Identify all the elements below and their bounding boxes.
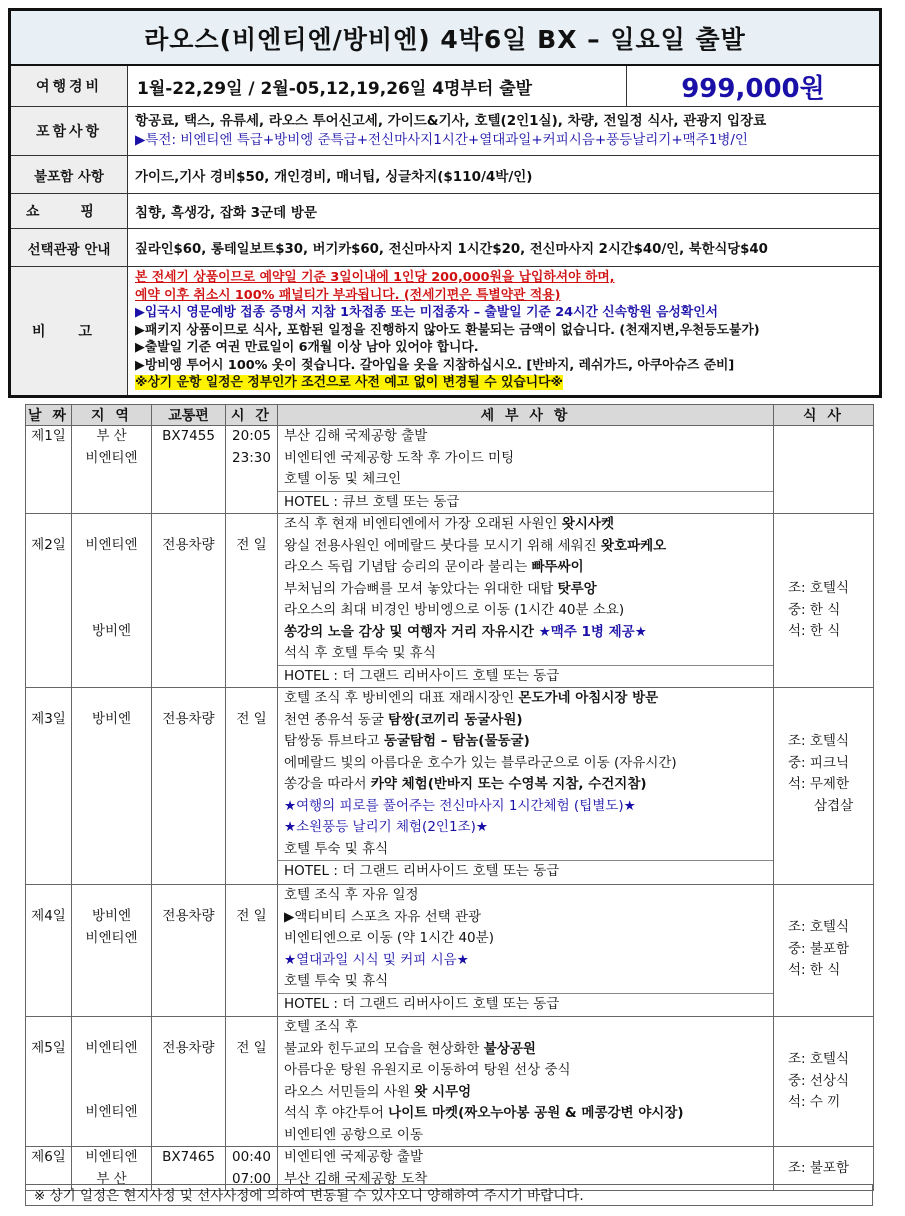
header-date: 날 짜 <box>26 405 72 426</box>
detail-line: 부산 김해 국제공항 출발 <box>284 428 428 444</box>
detail-line: 부산 김해 국제공항 도착 <box>284 1170 428 1187</box>
time: 전 일 <box>236 711 267 727</box>
options-row <box>11 229 879 267</box>
hotel-info: HOTEL : 더 그랜드 리버사이드 호텔 또는 동급 <box>284 863 560 879</box>
fee-label: 여행경비 <box>11 66 128 106</box>
fee-row <box>11 66 879 107</box>
sight-name: 탐쌍(코끼리 동굴사원) <box>388 711 523 728</box>
remark-clothing: ▶방비엥 투어시 100% 옷이 젖습니다. 갈아입을 옷을 지참하십시오. [반바지, 레쉬가드, 아쿠아슈즈 준비] <box>135 357 735 373</box>
price-value: 999,000원 <box>681 73 825 104</box>
schedule-day-1 <box>26 426 874 514</box>
remarks-row <box>11 267 879 395</box>
detail-line: 호텔 조식 후 자유 일정 <box>284 887 419 903</box>
day-number: 제2일 <box>31 537 66 553</box>
region: 비엔티엔 <box>85 449 138 466</box>
exclude-row <box>11 156 879 194</box>
time: 00:40 <box>232 1149 271 1165</box>
sight-name: 왓 시무엉 <box>414 1083 472 1100</box>
include-benefit: ▶특전: 비엔티엔 특급+방비엥 준특급+전신마사지1시간+열대과일+커피시음+풍등날리기+맥주1병/인 <box>135 132 748 148</box>
shopping-text: 침향, 흑생강, 잡화 3군데 방문 <box>135 205 317 221</box>
detail-line: 호텔 조식 후 <box>284 1019 358 1035</box>
region: 비엔티엔 <box>85 1103 138 1120</box>
time: 07:00 <box>232 1170 271 1187</box>
exclude-label: 불포함 사항 <box>11 156 128 193</box>
meal-breakfast: 조: 호텔식 <box>788 1051 850 1067</box>
meal-dinner: 석: 한 식 <box>788 962 841 978</box>
meal-breakfast: 조: 호텔식 <box>788 919 850 935</box>
include-text: 항공료, 택스, 유류세, 라오스 투어신고세, 가이드&기사, 호텔(2인1실), 차량, 전일정 식사, 관광지 입장료 <box>135 113 767 129</box>
shopping-row <box>11 194 879 229</box>
detail-line: 비엔티엔 국제공항 출발 <box>284 1149 423 1165</box>
day-number: 제6일 <box>31 1149 66 1165</box>
detail-line: ▶액티비티 스포츠 자유 선택 관광 <box>284 908 482 925</box>
sight-name: 탓루앙 <box>557 580 597 597</box>
schedule-day-3: 제3일 방비엔 전용차량 전 일 호텔 조식 후 방비엔의 대표 재래시장인 몬도가네 아침시장 방문 천연 종유석 동굴 탐쌍(코끼리 동굴사원) 탐쌍동 튜브타고 동굴탐험 – 탐놈(물동굴) 에메랄드 빛의 아름다운 호수가 있는 블루라군으로 이동 (자유시간) 쏭강을 따라서 카약 체험(반바지 또는 수영복 지참, 수건지참) ★여행의 피로를 풀어주는 전신마사지 1시간체험 (팁별도)★ ★소원풍등 날리기 체험(2인1조)★ 호텔 투숙 및 휴식 HOTEL : 더 그랜드 리버사이드 호텔 또는 동급 조: 호텔식 중: 피크닉 석: 무제한 삼겹살 <box>26 688 874 885</box>
meal-dinner: 석: 수 끼 <box>788 1094 841 1110</box>
options-label: 선택관광 안내 <box>11 229 128 266</box>
remark-deposit: 본 전세기 상품이므로 예약일 기준 3일이내에 1인당 200,000원을 납입하셔야 하며, <box>135 270 615 285</box>
day-number: 제4일 <box>31 908 66 924</box>
region: 방비엔 <box>91 622 132 639</box>
region: 방비엔 <box>91 711 132 727</box>
day-number: 제1일 <box>31 428 66 444</box>
sight-name: 빠뚜싸이 <box>531 559 584 575</box>
time: 전 일 <box>236 908 267 924</box>
header-transport: 교통편 <box>152 405 226 426</box>
transport: 전용차량 <box>162 1040 215 1056</box>
region: 비엔티엔 <box>85 1040 138 1056</box>
page-title: 라오스(비엔티엔/방비엔) 4박6일 BX – 일요일 출발 <box>11 11 879 66</box>
meal-lunch: 중: 불포함 <box>788 940 850 957</box>
detail-line: 비엔티엔 공항으로 이동 <box>284 1126 423 1143</box>
remark-change-notice: ※상기 운항 일정은 정부인가 조건으로 사전 예고 없이 변경될 수 있습니다※ <box>135 375 563 390</box>
meal-breakfast: 조: 호텔식 <box>788 733 850 749</box>
schedule-footer-note: ※ 상기 일정은 현지사정 및 선사사정에 의하여 변동될 수 있사오니 양해하여 주시기 바랍니다. <box>25 1184 873 1206</box>
day-number: 제5일 <box>31 1040 66 1056</box>
remark-penalty: 예약 이후 취소시 100% 패널티가 부과됩니다. (전세기편은 특별약관 적용) <box>135 287 561 303</box>
schedule-day-2: 제2일 비엔티엔 방비엔 전용차량 전 일 조식 후 현재 비엔티엔에서 가장 오래된 사원인 왓시사켓 왕실 전용사원인 에메랄드 붓다를 모시기 위해 세워진 왓호파케오 라오스 독립 기념탑 승리의 문이라 불리는 빠뚜싸이 부처님의 가슴뼈를 모셔 놓았다는 위대한 대탑 탓루앙 라오스의 최대 비경인 방비엥으로 이동 (1시간 40분 소요) 쏭강의 노을 감상 및 여행자 거리 자유시간 ★맥주 1병 제공★ 석식 후 호텔 투숙 및 휴식 HOTEL : 더 그랜드 리버사이드 호텔 또는 동급 조: 호텔식 중: 한 식 석: 한 식 <box>26 514 874 688</box>
schedule-table <box>25 404 874 1191</box>
time: 전 일 <box>236 537 267 553</box>
meal-lunch: 중: 피크닉 <box>788 754 850 771</box>
remark-vaccine: ▶입국시 영문예방 접종 증명서 지참 1차접종 또는 미접종자 – 출발일 기준 24시간 신속항원 음성확인서 <box>135 305 718 320</box>
region: 부 산 <box>96 1170 127 1187</box>
sight-name: 동굴탐험 – 탐놈(물동굴) <box>383 733 530 749</box>
header-region: 지 역 <box>72 405 152 426</box>
detail-line: 호텔 투숙 및 휴식 <box>284 973 389 989</box>
sight-name: 몬도가네 아침시장 방문 <box>518 690 659 706</box>
detail-line: 호텔 투숙 및 휴식 <box>284 840 389 857</box>
hotel-info: HOTEL : 더 그랜드 리버사이드 호텔 또는 동급 <box>284 667 560 684</box>
meal-dinner: 석: 무제한 <box>788 776 850 792</box>
schedule-header <box>26 405 874 426</box>
transport: 전용차량 <box>162 537 215 553</box>
exclude-text: 가이드,기사 경비$50, 개인경비, 매너팁, 싱글차지($110/4박/인) <box>135 168 533 185</box>
shopping-label: 쇼 핑 <box>11 194 128 228</box>
time: 20:05 <box>232 428 271 444</box>
day-number: 제3일 <box>31 711 66 727</box>
sight-name: 왓시사켓 <box>561 516 614 532</box>
price-cell <box>626 66 879 106</box>
detail-line: 에메랄드 빛의 아름다운 호수가 있는 블루라군으로 이동 (자유시간) <box>284 754 677 771</box>
transport: BX7465 <box>162 1149 215 1165</box>
meal-dinner-detail: 삼겹살 <box>814 797 854 814</box>
hotel-info: HOTEL : 더 그랜드 리버사이드 호텔 또는 동급 <box>284 995 560 1012</box>
transport: 전용차량 <box>162 908 215 924</box>
fruit-coffee-benefit: ★열대과일 시식 및 커피 시음★ <box>284 951 469 968</box>
sight-name: 나이트 마켓(짜오누아봉 공원 & 메콩강변 야시장) <box>388 1105 684 1121</box>
transport: 전용차량 <box>162 711 215 727</box>
remark-refund: ▶패키지 상품이므로 식사, 포함된 일정을 진행하지 않아도 환불되는 금액이 없습니다. (천재지변,우천등도불가) <box>135 322 760 338</box>
sight-name: 불상공원 <box>483 1040 536 1057</box>
detail-line: 석식 후 호텔 투숙 및 휴식 <box>284 645 436 661</box>
time: 23:30 <box>232 449 271 466</box>
sight-name: 카약 체험(반바지 또는 수영복 지참, 수건지참) <box>370 776 647 792</box>
region: 비엔티엔 <box>85 1149 138 1165</box>
meal-breakfast: 조: 호텔식 <box>788 580 850 596</box>
massage-benefit: ★여행의 피로를 풀어주는 전신마사지 1시간체험 (팁별도)★ <box>284 797 636 814</box>
hotel-info: HOTEL : 큐브 호텔 또는 동급 <box>284 493 460 510</box>
meal-dinner: 석: 한 식 <box>788 623 841 639</box>
meal-lunch: 중: 한 식 <box>788 601 841 618</box>
meal-breakfast: 조: 불포함 <box>788 1160 850 1176</box>
sight-name: 왓호파케오 <box>600 537 667 554</box>
header-meals: 식 사 <box>774 405 874 426</box>
detail-line: 라오스의 최대 비경인 방비엥으로 이동 (1시간 40분 소요) <box>284 602 625 618</box>
remark-passport: ▶출발일 기준 여권 만료일이 6개월 이상 남아 있어야 합니다. <box>135 340 479 355</box>
remarks-label: 비 고 <box>11 267 128 395</box>
region: 비엔티엔 <box>85 929 138 946</box>
beer-benefit: ★맥주 1병 제공★ <box>538 623 647 640</box>
region: 비엔티엔 <box>85 537 138 553</box>
schedule-day-4 <box>26 885 874 1017</box>
detail-line: 비엔티엔으로 이동 (약 1시간 40분) <box>284 930 494 946</box>
detail-line: 비엔티엔 국제공항 도착 후 가이드 미팅 <box>284 449 515 466</box>
region: 부 산 <box>96 428 127 444</box>
time: 전 일 <box>236 1040 267 1056</box>
meal-lunch: 중: 선상식 <box>788 1072 850 1089</box>
header-time: 시 간 <box>226 405 278 426</box>
schedule-day-5: 제5일 비엔티엔 비엔티엔 전용차량 전 일 호텔 조식 후 불교와 힌두교의 모습을 현상화한 불상공원 아름다운 탕원 유원지로 이동하여 탕원 선상 중식 라오스 서민들의 사원 왓 시무엉 석식 후 야간투어 나이트 마켓(짜오누아봉 공원 & 메콩강변 야시장) 비엔티엔 공항으로 이동 조: 호텔식 중: 선상식 석: 수 끼 <box>26 1017 874 1147</box>
transport: BX7455 <box>162 428 215 444</box>
region: 방비엔 <box>91 908 132 924</box>
header-details: 세 부 사 항 <box>278 405 774 426</box>
fee-dates: 1월-22,29일 / 2월-05,12,19,26일 4명부터 출발 <box>137 78 533 99</box>
detail-line: 호텔 이동 및 체크인 <box>284 471 402 487</box>
lantern-benefit: ★소원풍등 날리기 체험(2인1조)★ <box>284 819 488 835</box>
detail-line: 아름다운 탕원 유원지로 이동하여 탕원 선상 중식 <box>284 1062 571 1078</box>
include-label: 포함사항 <box>11 107 128 155</box>
options-text: 짚라인$60, 롱테일보트$30, 버기카$60, 전신마사지 1시간$20, 전신마사지 2시간$40/인, 북한식당$40 <box>135 242 768 257</box>
product-summary-box <box>8 8 882 398</box>
include-row <box>11 107 879 156</box>
